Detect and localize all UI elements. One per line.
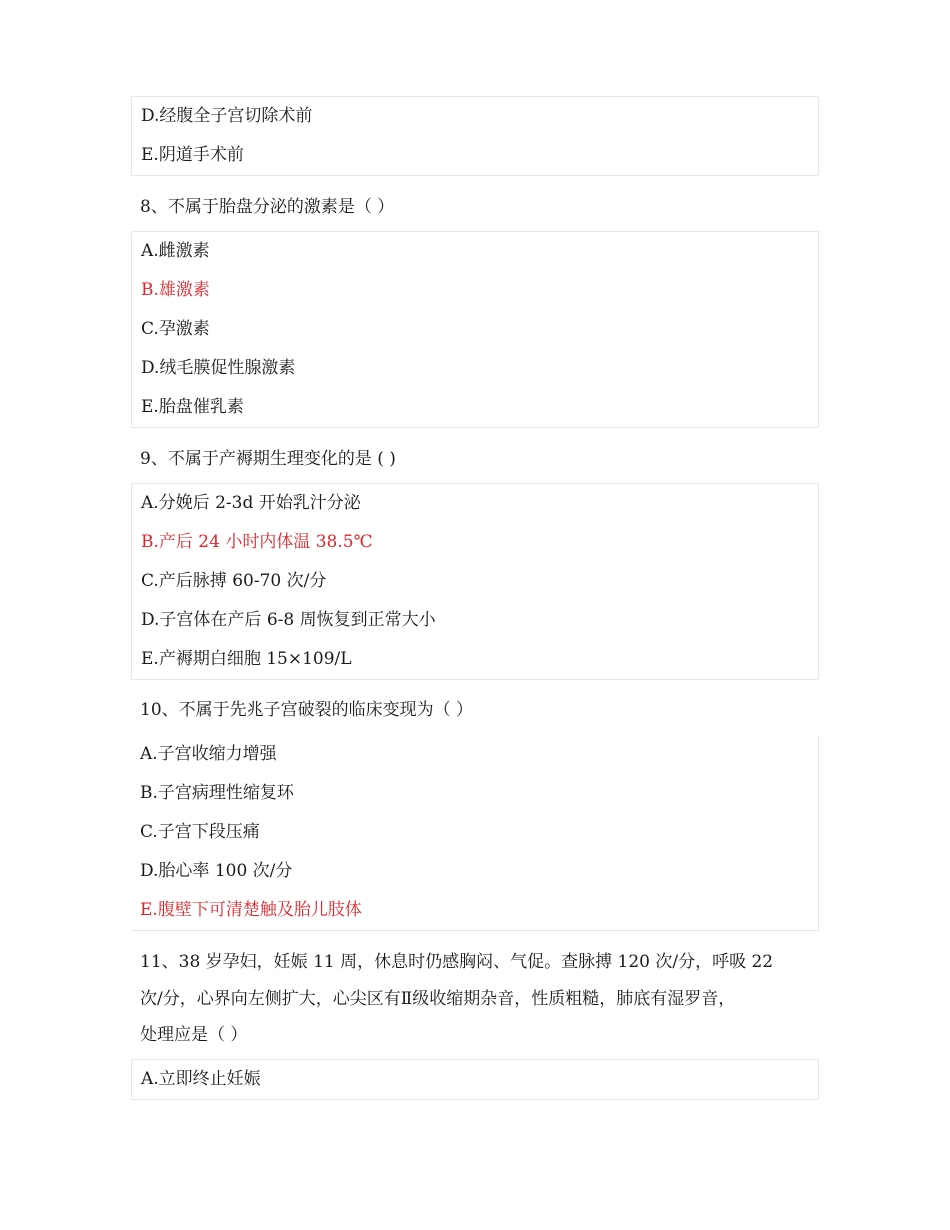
option-q9-b-correct: B.产后 24 小时内体温 38.5℃ [141,532,373,552]
options-box-q11 [131,1059,819,1100]
question-11-line-1: 11、38 岁孕妇，妊娠 11 周，休息时仍感胸闷、气促。查脉搏 120 次/分，呼吸 22 [140,952,774,972]
option-q8-e: E.胎盘催乳素 [141,397,244,417]
option-q10-b: B.子宫病理性缩复环 [140,783,294,803]
question-11-stem [140,944,805,1054]
options-box-q9 [131,483,819,680]
options-box-q7 [131,96,819,176]
option-q11-a: A.立即终止妊娠 [141,1069,261,1089]
option-q9-a: A.分娩后 2-3d 开始乳汁分泌 [141,493,361,513]
question-10-stem: 10、不属于先兆子宫破裂的临床变现为（ ） [140,700,474,720]
option-q10-c: C.子宫下段压痛 [140,822,260,842]
option-q10-a: A.子宫收缩力增强 [140,744,277,764]
option-q9-d: D.子宫体在产后 6-8 周恢复到正常大小 [141,610,436,630]
option-q8-a: A.雌激素 [141,241,210,261]
option-q10-e-correct: E.腹壁下可清楚触及胎儿肢体 [140,900,362,920]
option-q8-b-correct: B.雄激素 [141,280,210,300]
option-q7-e: E.阴道手术前 [141,145,244,165]
question-11-line-2: 次/分，心界向左侧扩大，心尖区有Ⅱ级收缩期杂音，性质粗糙，肺底有湿罗音， [140,988,736,1009]
option-q9-c: C.产后脉搏 60-70 次/分 [141,571,327,591]
option-q9-e: E.产褥期白细胞 15×109/L [141,649,352,669]
options-box-q8 [131,231,819,428]
question-8-stem: 8、不属于胎盘分泌的激素是（ ） [140,197,395,217]
options-box-q10 [131,735,819,931]
option-q8-d: D.绒毛膜促性腺激素 [141,358,296,378]
question-11-line-3: 处理应是（ ） [140,1025,248,1045]
option-q10-d: D.胎心率 100 次/分 [140,861,293,881]
option-q7-d: D.经腹全子宫切除术前 [141,106,313,126]
option-q8-c: C.孕激素 [141,319,210,339]
question-9-stem: 9、不属于产褥期生理变化的是 ( ) [140,449,396,469]
